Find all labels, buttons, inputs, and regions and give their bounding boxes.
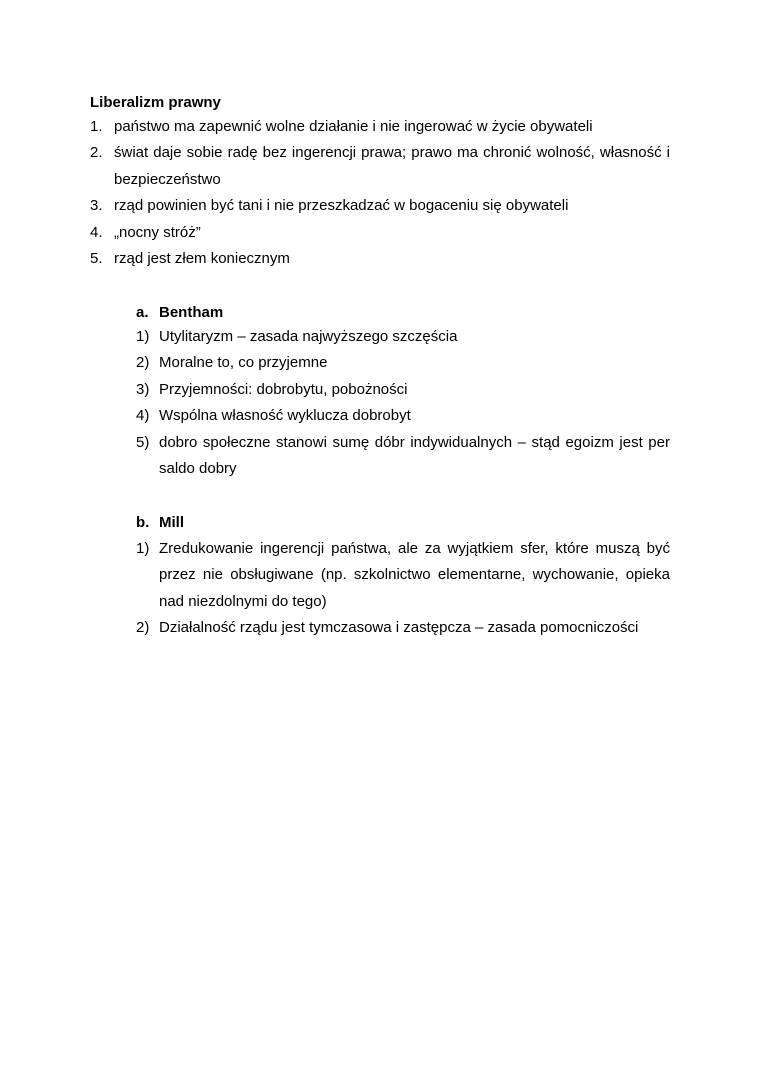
section-marker: b. bbox=[136, 514, 150, 531]
list-item-text: dobro społeczne stanowi sumę dóbr indywidualnych – stąd egoizm jest per saldo dobry bbox=[159, 433, 670, 478]
list-marker: 4. bbox=[90, 223, 103, 241]
section-heading-bentham bbox=[136, 300, 223, 326]
document-title: Liberalizm prawny bbox=[90, 94, 221, 111]
list-item bbox=[136, 377, 670, 403]
list-item-text: rząd jest złem koniecznym bbox=[114, 250, 290, 268]
list-item-text: Zredukowanie ingerencji państwa, ale za wyjątkiem sfer, które muszą być przez nie obsługiwane (np. szkolnictwo elementarne, wychowanie, opieka nad niezdolnymi do tego) bbox=[159, 540, 670, 610]
list-item-text: Moralne to, co przyjemne bbox=[159, 354, 328, 372]
list-item-text: rząd powinien być tani i nie przeszkadzać w bogaceniu się obywateli bbox=[114, 197, 569, 215]
list-item bbox=[136, 324, 670, 350]
main-list bbox=[90, 114, 670, 272]
list-item-text: Wspólna własność wyklucza dobrobyt bbox=[159, 407, 411, 425]
list-marker: 2) bbox=[136, 619, 150, 637]
list-item-text: Utylitaryzm – zasada najwyższego szczęścia bbox=[159, 328, 458, 345]
section-title: Bentham bbox=[159, 304, 224, 321]
list-item bbox=[90, 193, 670, 219]
list-item-text: „nocny stróż” bbox=[114, 223, 201, 241]
list-item-text: świat daje sobie radę bez ingerencji prawa; prawo ma chronić wolność, własność i bezpieczeństwo bbox=[114, 144, 670, 188]
list-marker: 1) bbox=[136, 328, 150, 345]
list-item-text: Działalność rządu jest tymczasowa i zastępcza – zasada pomocniczości bbox=[159, 619, 639, 637]
mill-list bbox=[136, 536, 670, 642]
section-heading-mill bbox=[136, 510, 184, 536]
list-marker: 3) bbox=[136, 380, 150, 398]
list-item bbox=[136, 536, 670, 615]
list-item-text: państwo ma zapewnić wolne działanie i nie ingerować w życie obywateli bbox=[114, 118, 593, 135]
list-item bbox=[136, 615, 670, 641]
list-item bbox=[136, 350, 670, 376]
list-item bbox=[136, 430, 670, 483]
list-marker: 2) bbox=[136, 354, 150, 372]
list-marker: 3. bbox=[90, 197, 103, 215]
list-marker: 2. bbox=[90, 144, 103, 162]
list-marker: 4) bbox=[136, 407, 150, 425]
list-marker: 1. bbox=[90, 118, 103, 135]
list-marker: 5) bbox=[136, 433, 150, 451]
bentham-list bbox=[136, 324, 670, 482]
list-item bbox=[90, 220, 670, 246]
list-marker: 1) bbox=[136, 540, 150, 557]
list-item bbox=[90, 140, 670, 193]
section-title: Mill bbox=[159, 514, 184, 531]
list-item bbox=[90, 114, 670, 140]
section-marker: a. bbox=[136, 304, 149, 321]
list-item bbox=[90, 246, 670, 272]
list-marker: 5. bbox=[90, 250, 103, 268]
list-item bbox=[136, 403, 670, 429]
list-item-text: Przyjemności: dobrobytu, pobożności bbox=[159, 380, 408, 398]
